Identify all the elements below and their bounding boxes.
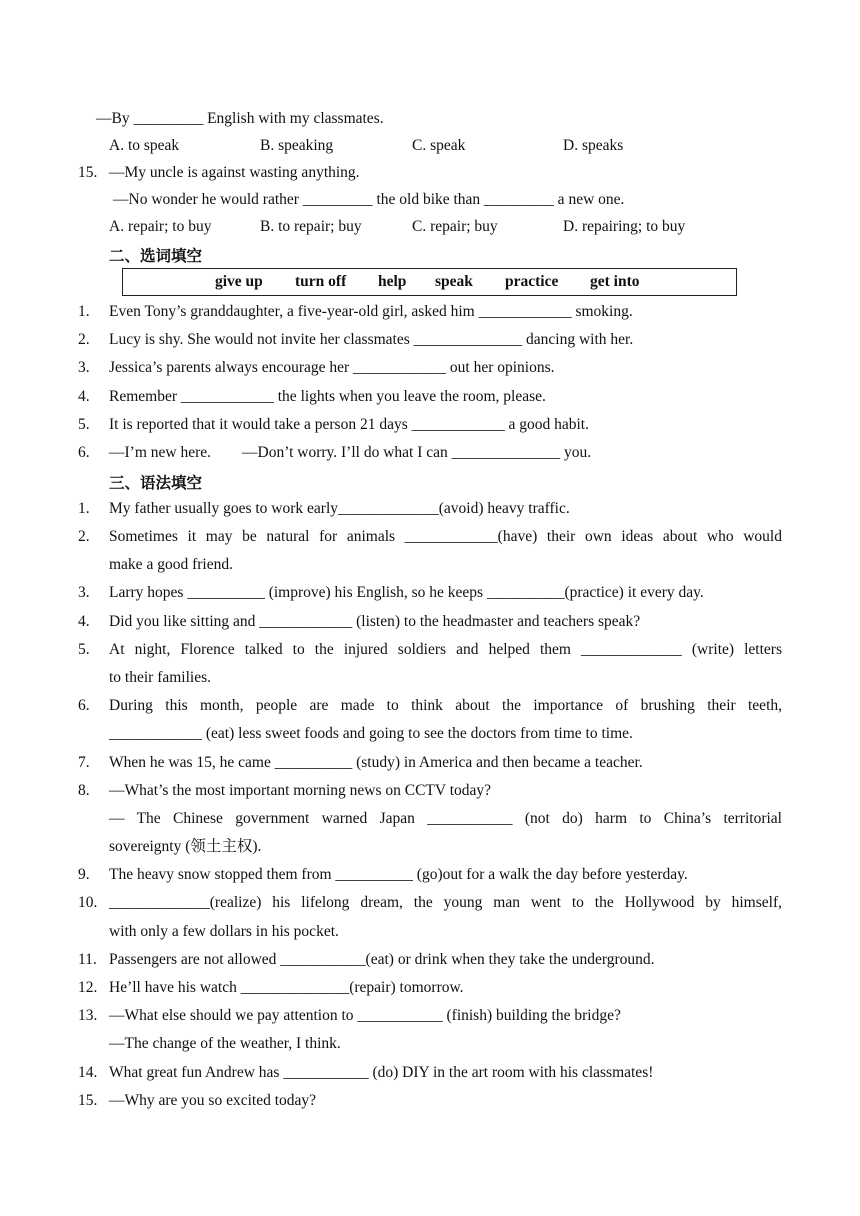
question-text: —I’m new here. —Don’t worry. I’ll do what I can ______________ you. bbox=[109, 444, 592, 461]
question-text: —What’s the most important morning news on CCTV today? bbox=[109, 782, 492, 799]
word-bank-item: give up bbox=[215, 273, 263, 290]
option-d: D. repairing; to buy bbox=[563, 218, 686, 235]
question-number: 9. bbox=[78, 866, 90, 883]
question-text: He’ll have his watch ______________(repair) tomorrow. bbox=[109, 979, 464, 996]
question-number: 5. bbox=[78, 641, 90, 658]
question-text: At night, Florence talked to the injured soldiers and helped them _____________ (write) letters bbox=[109, 641, 782, 658]
question-text: Sometimes it may be natural for animals ____________(have) their own ideas about who would bbox=[109, 528, 782, 545]
option-c: C. speak bbox=[412, 137, 466, 154]
question-number: 15. bbox=[78, 164, 98, 181]
question-number: 2. bbox=[78, 331, 90, 348]
question-text-continued: — The Chinese government warned Japan ___________ (not do) harm to China’s territorial bbox=[109, 810, 782, 827]
word-bank-item: practice bbox=[505, 273, 559, 290]
question-number: 6. bbox=[78, 444, 90, 461]
option-d: D. speaks bbox=[563, 137, 624, 154]
question-text-continued: ____________ (eat) less sweet foods and going to see the doctors from time to time. bbox=[109, 725, 633, 742]
option-a: A. to speak bbox=[109, 137, 180, 154]
option-c: C. repair; buy bbox=[412, 218, 498, 235]
question-text: Did you like sitting and ____________ (listen) to the headmaster and teachers speak? bbox=[109, 613, 641, 630]
word-bank-item: turn off bbox=[295, 273, 347, 290]
question-number: 1. bbox=[78, 303, 90, 320]
question-number: 3. bbox=[78, 584, 90, 601]
question-text: It is reported that it would take a person 21 days ____________ a good habit. bbox=[109, 416, 589, 433]
question-text: Even Tony’s granddaughter, a five-year-old girl, asked him ____________ smoking. bbox=[109, 303, 633, 320]
question-text: Passengers are not allowed ___________(eat) or drink when they take the underground. bbox=[109, 951, 655, 968]
question-text: The heavy snow stopped them from __________ (go)out for a walk the day before yesterday. bbox=[109, 866, 688, 883]
question-text: Remember ____________ the lights when you leave the room, please. bbox=[109, 388, 546, 405]
question-text-continued: sovereignty (领土主权). bbox=[109, 838, 262, 855]
section2-title: 二、选词填空 bbox=[109, 247, 203, 265]
question-number: 12. bbox=[78, 979, 98, 996]
question-number: 11. bbox=[78, 951, 97, 968]
question-text: _____________(realize) his lifelong dream, the young man went to the Hollywood by himself, bbox=[109, 894, 782, 911]
word-bank-item: help bbox=[378, 273, 407, 290]
question-text: My father usually goes to work early_____________(avoid) heavy traffic. bbox=[109, 500, 570, 517]
question-text: During this month, people are made to think about the importance of brushing their teeth, bbox=[109, 697, 782, 714]
question-text: Jessica’s parents always encourage her ____________ out her opinions. bbox=[109, 359, 555, 376]
question-text-continued: make a good friend. bbox=[109, 556, 233, 573]
question-number: 7. bbox=[78, 754, 90, 771]
question-number: 10. bbox=[78, 894, 98, 911]
question-text: —What else should we pay attention to ___________ (finish) building the bridge? bbox=[109, 1007, 621, 1024]
question-number: 5. bbox=[78, 416, 90, 433]
q14-answer-line: —By _________ English with my classmates. bbox=[96, 110, 384, 127]
question-text: —My uncle is against wasting anything. bbox=[109, 164, 360, 181]
question-number: 1. bbox=[78, 500, 90, 517]
question-text-continued: with only a few dollars in his pocket. bbox=[109, 923, 339, 940]
question-number: 3. bbox=[78, 359, 90, 376]
q15-line2: —No wonder he would rather _________ the old bike than _________ a new one. bbox=[113, 191, 625, 208]
question-text: —Why are you so excited today? bbox=[109, 1092, 317, 1109]
option-b: B. to repair; buy bbox=[260, 218, 362, 235]
question-text-continued: —The change of the weather, I think. bbox=[109, 1035, 341, 1052]
question-text-continued: to their families. bbox=[109, 669, 212, 686]
question-text: Lucy is shy. She would not invite her classmates ______________ dancing with her. bbox=[109, 331, 634, 348]
word-bank-box bbox=[122, 268, 737, 296]
question-text: What great fun Andrew has ___________ (do) DIY in the art room with his classmates! bbox=[109, 1064, 654, 1081]
question-text: Larry hopes __________ (improve) his English, so he keeps __________(practice) it every day. bbox=[109, 584, 704, 601]
question-text: When he was 15, he came __________ (study) in America and then became a teacher. bbox=[109, 754, 643, 771]
question-number: 13. bbox=[78, 1007, 98, 1024]
question-number: 2. bbox=[78, 528, 90, 545]
option-a: A. repair; to buy bbox=[109, 218, 212, 235]
question-number: 6. bbox=[78, 697, 90, 714]
question-number: 14. bbox=[78, 1064, 98, 1081]
option-b: B. speaking bbox=[260, 137, 334, 154]
question-number: 15. bbox=[78, 1092, 98, 1109]
question-number: 8. bbox=[78, 782, 90, 799]
question-number: 4. bbox=[78, 388, 90, 405]
word-bank-item: get into bbox=[590, 273, 640, 290]
question-number: 4. bbox=[78, 613, 90, 630]
section3-title: 三、语法填空 bbox=[109, 474, 203, 492]
word-bank-item: speak bbox=[435, 273, 473, 290]
